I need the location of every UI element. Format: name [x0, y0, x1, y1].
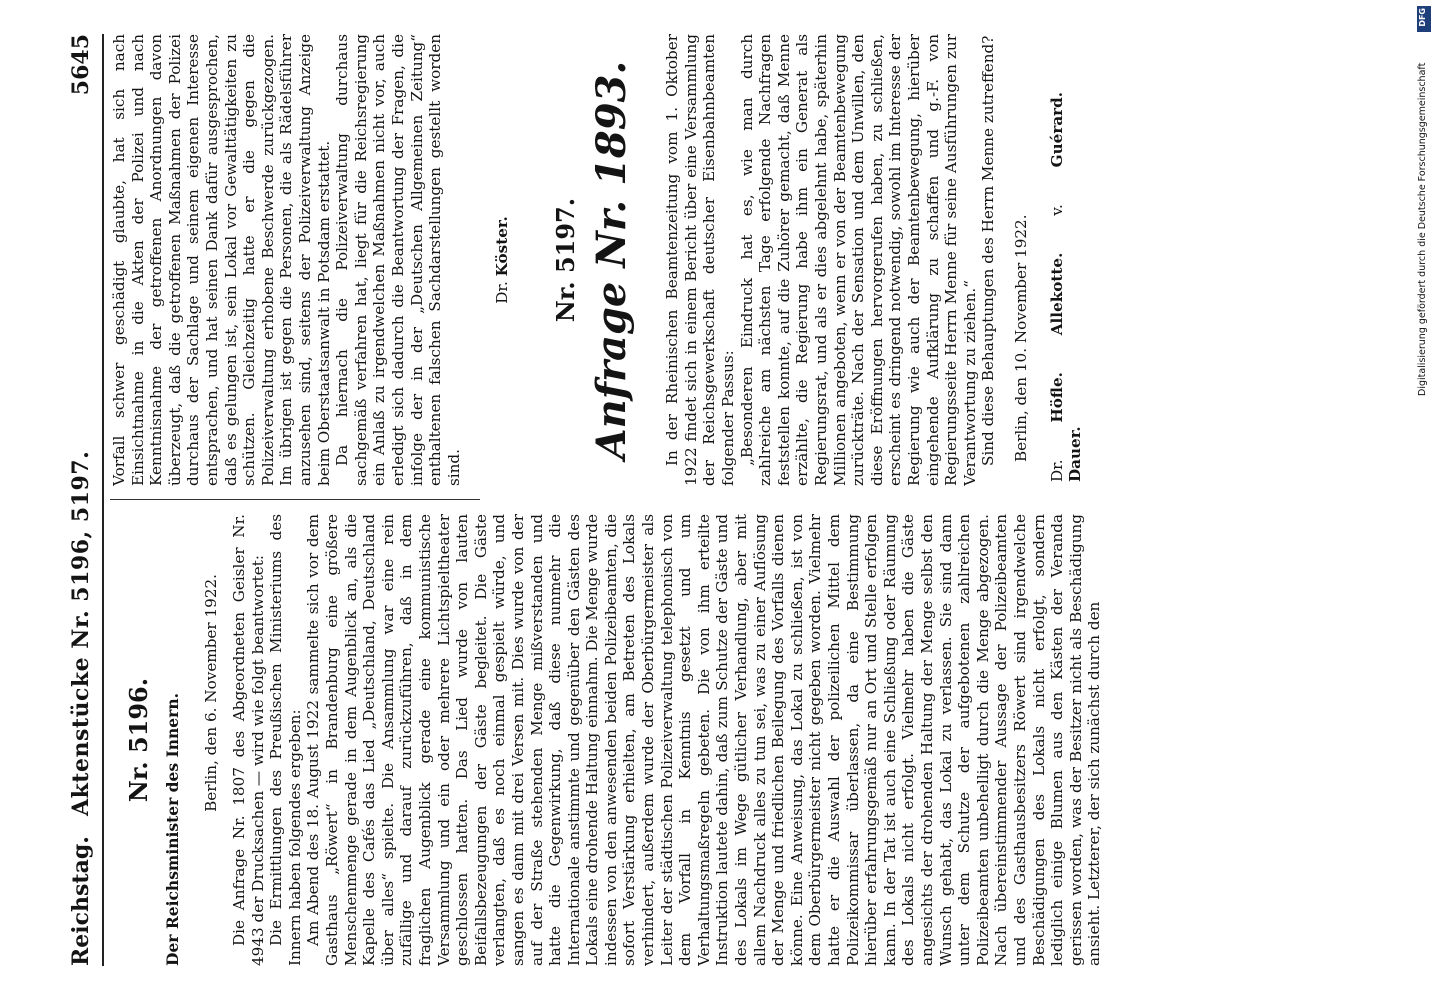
signer-name: Höfle. [1047, 372, 1066, 423]
issuer: Der Reichsminister des Innern. [163, 693, 182, 966]
paragraph: In der Rheinischen Beamtenzeitung vom 1. Oktober 1922 findet sich in einem Bericht über eine Versammlung der Reichsgewerkschaft deutscher Eisenbahnbeamten folgender Passus: [663, 34, 738, 486]
date-5196: Berlin, den 6. November 1922. [202, 574, 220, 812]
signer-name: Dauer. [1065, 426, 1084, 482]
header-rule [102, 34, 104, 966]
signature [493, 34, 511, 486]
paragraph: Da hiernach die Polizeiverwaltung durchaus sachgemäß verfahren hat, liegt für die Reichsregierung ein Anlaß zu irgendwelchen Maßnahmen nicht vor, auch erledigt sich dadurch die Beantwortung der Fragen, die infolge der in der „Deutschen Allgemeinen Zeitung“ enthaltenen falschen Sachdarstellungen gestellt worden sind. [333, 34, 463, 486]
signer-name: Guérard. [1047, 91, 1066, 168]
column-separator [110, 499, 480, 500]
right-column [110, 34, 1114, 486]
scanned-document-page [50, 0, 1130, 1000]
signer [1048, 253, 1066, 336]
signature-title: Dr. [493, 281, 512, 304]
funding-strip [1417, 6, 1433, 394]
header-left: Reichstag. [68, 836, 94, 966]
header-title: Aktenstücke Nr. 5196, 5197. [68, 450, 94, 816]
paragraph: Die Anfrage Nr. 1807 des Abgeordneten Geisler Nr. 4943 der Drucksachen — wird wie folgt beantwortet: [230, 514, 267, 966]
signer-name: Allekotte. [1047, 252, 1066, 336]
page-number: 5645 [68, 34, 94, 96]
signer [1048, 92, 1066, 216]
paragraph: Am Abend des 18. August 1922 sammelte sich vor dem Gasthaus „Röwert“ in Brandenburg eine größere Menschenmenge gerade in dem Augenblick an, als die Kapelle des Cafés das Lied „Deutschland, Deutschland über alles“ spielte. Die Ansammlung war eine rein zufällige und darauf zurückzuführen, daß in dem fraglichen Augenblick gerade eine kommunistische Versammlung und ein oder mehrere Lichtspieltheater geschlossen hatten. Das Lied wurde von lauten Beifallsbezeugungen der Gäste begleitet. Die Gäste verlangten, daß es noch einmal gespielt würde, und sangen es dann mit drei Versen mit. Dies wurde von der auf der Straße stehenden Menge mißverstanden und hatte die Gegenwirkung, daß diese nunmehr die Internationale anstimmte und gegenüber den Gästen des Lokals eine drohende Haltung einnahm. Die Menge wurde indessen von den anwesenden beiden Polizeibeamten, die sofort Verstärkung erhielten, am Betreten des Lokals verhindert, außerdem wurde der Oberbürgermeister als Leiter der städtischen Polizeiverwaltung telephonisch von dem Vorfall in Kenntnis gesetzt und um Verhaltungsmaßregeln gebeten. Die von ihm erteilte Instruktion lautete dahin, daß zum Schutze der Gäste und des Lokals im Wege gütlicher Verhandlung, aber mit allem Nachdruck alles zu tun sei, was zu einer Auflösung der Menge und friedlichen Beilegung des Vorfalls dienen könne. Eine Anweisung, das Lokal zu schließen, ist von dem Oberbürgermeister nicht gegeben worden. Vielmehr hatte er die Auswahl der polizeilichen Mittel dem Polizeikommissar überlassen, da eine Bestimmung hierüber erfahrungsgemäß nur an Ort und Stelle erfolgen kann. In der Tat ist auch eine Schließung oder Räumung des Lokals nicht erfolgt. Vielmehr haben die Gäste angesichts der drohenden Haltung der Menge selbst den Wunsch gehabt, das Lokal zu verlassen. Sie sind dann unter dem Schutze der aufgebotenen zahlreichen Polizeibeamten unbehelligt durch die Menge abgezogen. Nach übereinstimmender Aussage der Polizeibeamten und des Gasthausbesitzers Röwert sind irgendwelche Beschädigungen des Lokals nicht erfolgt, sondern lediglich einige Blumen aus den Kästen der Veranda gerissen worden, was der Besitzer nicht als Beschädigung ansieht. Letzterer, der sich zunächst durch den [304, 514, 1104, 966]
two-column-body [110, 34, 1114, 966]
running-header [68, 34, 98, 966]
quoted-passage: „Besonderen Eindruck hat es, wie man durch zahlreiche am nächsten Tage erfolgende Nachfragen feststellen konnte, auf die Zuhörer gemacht, daß Menne erzählte, die Regierung habe ihm ein Generat als Regierungsrat, und als er dies abgelehnt habe, späterhin Millionen angeboten, wenn er von der Beamtenbewegung zurückträte. Nach der Sensation und dem Unwillen, den diese Eröffnungen hervorgerufen haben, zu schließen, erscheint es dringend notwendig, sowohl im Interesse der Regierung wie auch der Beamtenbewegung, hierüber eingehende Aufklärung zu schaffen und g.-F. von Regierungsseite Herrn Menne für seine Ausführungen zur Verantwortung zu ziehen.“ [737, 34, 979, 486]
signer [1048, 372, 1066, 482]
document-number-5196: Nr. 5196. [124, 677, 153, 803]
signer [1066, 426, 1084, 482]
signature-name: Köster. [493, 216, 512, 277]
dfg-logo-text: DFG [1418, 8, 1427, 27]
document-number-5197: Nr. 5197. [551, 197, 581, 323]
dfg-logo [1417, 6, 1431, 32]
paragraph: Die Ermittlungen des Preußischen Ministeriums des Innern haben folgendes ergeben: [267, 514, 304, 966]
question: Sind diese Behauptungen des Herrn Menne zutreffend? [979, 35, 998, 466]
left-column [110, 514, 1114, 966]
signers [1048, 34, 1084, 486]
inquiry-title: Anfrage Nr. 1893. [588, 60, 636, 460]
signer-prefix: Dr. [1047, 459, 1066, 482]
funding-note: Digitalisierung gefördert durch die Deutsche Forschungsgemeinschaft [1417, 62, 1428, 396]
date-5197: Berlin, den 10. November 1922. [1011, 214, 1030, 462]
paragraph: Vorfall schwer geschädigt glaubte, hat sich nach Einsichtnahme in die Akten der Polizei und nach Kenntnisnahme der getroffenen Anordnungen davon überzeugt, daß die getroffenen Maßnahmen der Polizei durchaus der Sachlage und seinem eigenen Interesse entsprachen, und hat seinen Dank dafür ausgesprochen, daß es gelungen ist, sein Lokal vor Gewalttätigkeiten zu schützen. Gleichzeitig hatte er die gegen die Polizeiverwaltung erhobene Beschwerde zurückgezogen. Im übrigen ist gegen die Personen, die als Rädelsführer anzusehen sind, seitens der Polizeiverwaltung Anzeige beim Oberstaatsanwalt in Potsdam erstattet. [110, 34, 333, 486]
signer-prefix: v. [1047, 204, 1066, 216]
